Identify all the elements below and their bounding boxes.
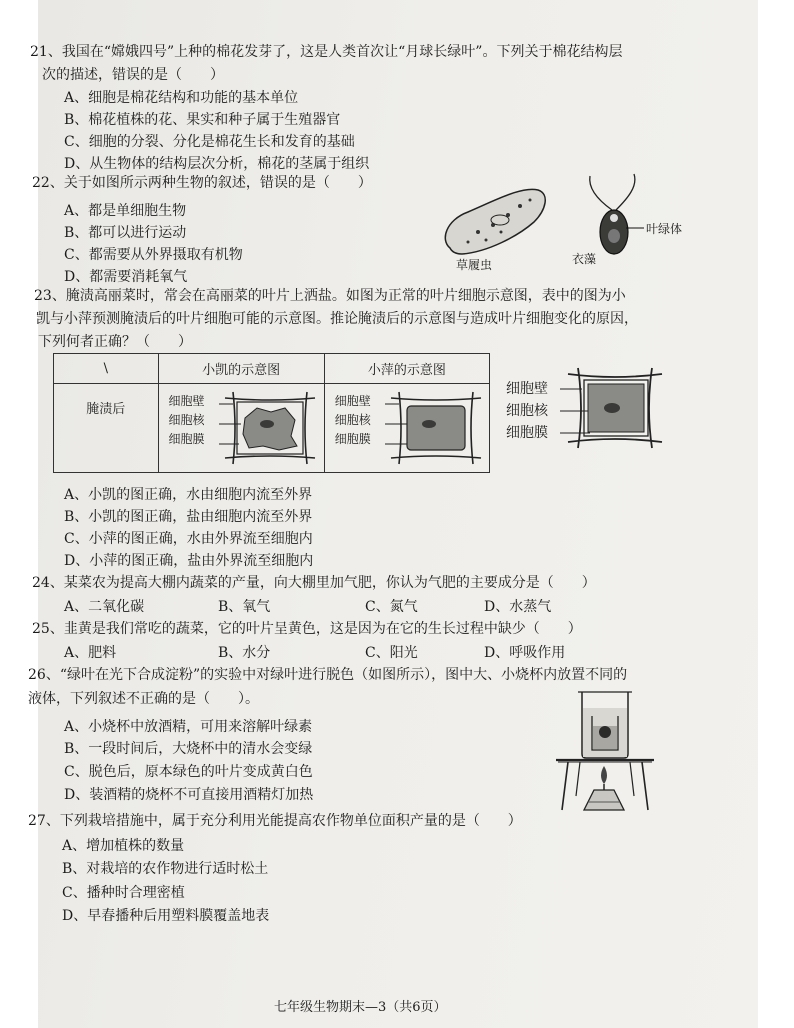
- normal-label-membrane: 细胞膜: [506, 425, 548, 441]
- q24-stem: 24、某菜农为提高大棚内蔬菜的产量，向大棚里加气肥，你认为气肥的主要成分是（ ）: [32, 575, 596, 591]
- xiaokai-label-nucleus: 细胞核: [168, 413, 205, 427]
- q23-table: [53, 353, 490, 473]
- q26-option-d: D、装酒精的烧杯不可直接用酒精灯加热: [64, 787, 314, 803]
- normal-cell-diagram: [560, 362, 668, 454]
- xiaoping-cell-diagram: [324, 384, 489, 473]
- q26-stem-line2: 液体，下列叙述不正确的是（ ）。: [28, 691, 259, 707]
- q27-option-d: D、早春播种后用塑料膜覆盖地表: [62, 908, 270, 924]
- q27-option-a: A、增加植株的数量: [62, 838, 185, 854]
- chlamydomonas-illustration: [590, 174, 644, 254]
- q25-option-c: C、阳光: [365, 645, 418, 661]
- q25-option-d: D、呼吸作用: [484, 645, 566, 661]
- q22-option-b: B、都可以进行运动: [64, 225, 187, 241]
- normal-cell-labels: [506, 378, 548, 444]
- q21-option-b: B、棉花植株的花、果实和种子属于生殖器官: [64, 112, 341, 128]
- xiaoping-label-membrane: 细胞膜: [334, 432, 371, 446]
- q26-stem-line1: 26、“绿叶在光下合成淀粉”的实验中对绿叶进行脱色（如图所示），图中大、小烧杯内放置不同的: [28, 667, 628, 683]
- paramecium-label: 草履虫: [456, 258, 493, 272]
- q23-option-d: D、小萍的图正确，盐由外界流至细胞内: [64, 553, 314, 569]
- xiaoping-label-nucleus: 细胞核: [334, 413, 371, 427]
- q23-stem-line2: 凯与小萍预测腌渍后的叶片细胞可能的示意图。推论腌渍后的示意图与造成叶片细胞变化的原因，: [36, 311, 638, 327]
- q25-stem: 25、韭黄是我们常吃的蔬菜，它的叶片呈黄色，这是因为在它的生长过程中缺少（ ）: [32, 621, 582, 637]
- q23-stem-line3: 下列何者正确？（ ）: [38, 334, 192, 350]
- q23-option-c: C、小萍的图正确，水由外界流至细胞内: [64, 531, 313, 547]
- q26-option-a: A、小烧杯中放酒精，可用来溶解叶绿素: [64, 719, 313, 735]
- table-row-header: 腌渍后: [54, 384, 159, 473]
- xiaokai-label-membrane: 细胞膜: [168, 432, 205, 446]
- xiaokai-cell-diagram: [158, 384, 324, 473]
- q24-option-a: A、二氧化碳: [64, 599, 145, 615]
- q23-option-a: A、小凯的图正确，水由细胞内流至外界: [64, 487, 313, 503]
- decolorization-apparatus: [554, 686, 656, 814]
- q24-option-d: D、水蒸气: [484, 599, 552, 615]
- table-header-xiaoping: 小萍的示意图: [324, 354, 489, 384]
- xiaoping-label-wall: 细胞壁: [334, 394, 371, 408]
- q27-option-b: B、对栽培的农作物进行适时松土: [62, 861, 269, 877]
- q21-stem-line1: 21、我国在“嫦娥四号”上种的棉花发芽了，这是人类首次让“月球长绿叶”。下列关于棉花结构层: [30, 44, 623, 60]
- q21-option-c: C、细胞的分裂、分化是棉花生长和发育的基础: [64, 134, 355, 150]
- xiaokai-label-wall: 细胞壁: [168, 394, 205, 408]
- chlamydomonas-label: 衣藻: [572, 252, 597, 266]
- q22-option-c: C、都需要从外界摄取有机物: [64, 247, 243, 263]
- q24-option-c: C、氮气: [365, 599, 418, 615]
- normal-label-wall: 细胞壁: [506, 381, 548, 397]
- table-header-xiaokai: 小凯的示意图: [158, 354, 324, 384]
- q23-stem-line1: 23、腌渍高丽菜时，常会在高丽菜的叶片上洒盐。如图为正常的叶片细胞示意图，表中的图为小: [34, 288, 626, 304]
- q22-option-d: D、都需要消耗氧气: [64, 269, 188, 285]
- q22-figure: [438, 170, 668, 270]
- q25-option-b: B、水分: [218, 645, 271, 661]
- exam-page: [28, 0, 758, 1028]
- q25-option-a: A、肥料: [64, 645, 117, 661]
- paramecium-illustration: [445, 189, 545, 254]
- q21-option-a: A、细胞是棉花结构和功能的基本单位: [64, 90, 299, 106]
- page-footer: 七年级生物期末—3（共6页）: [274, 1000, 447, 1015]
- q26-option-b: B、一段时间后，大烧杯中的清水会变绿: [64, 741, 313, 757]
- q26-option-c: C、脱色后，原本绿色的叶片变成黄白色: [64, 764, 313, 780]
- q21-stem-line2: 次的描述，错误的是（ ）: [42, 67, 224, 83]
- q21-option-d: D、从生物体的结构层次分析，棉花的茎属于组织: [64, 156, 370, 172]
- q27-option-c: C、播种时合理密植: [62, 885, 185, 901]
- q22-option-a: A、都是单细胞生物: [64, 203, 187, 219]
- q23-option-b: B、小凯的图正确，盐由细胞内流至外界: [64, 509, 313, 525]
- q24-option-b: B、氧气: [218, 599, 271, 615]
- q22-stem: 22、关于如图所示两种生物的叙述，错误的是（ ）: [32, 175, 372, 191]
- chloroplast-label: 叶绿体: [646, 222, 683, 236]
- normal-label-nucleus: 细胞核: [506, 403, 548, 419]
- q27-stem: 27、下列栽培措施中，属于充分利用光能提高农作物单位面积产量的是（ ）: [28, 813, 522, 829]
- table-corner: \: [54, 354, 159, 384]
